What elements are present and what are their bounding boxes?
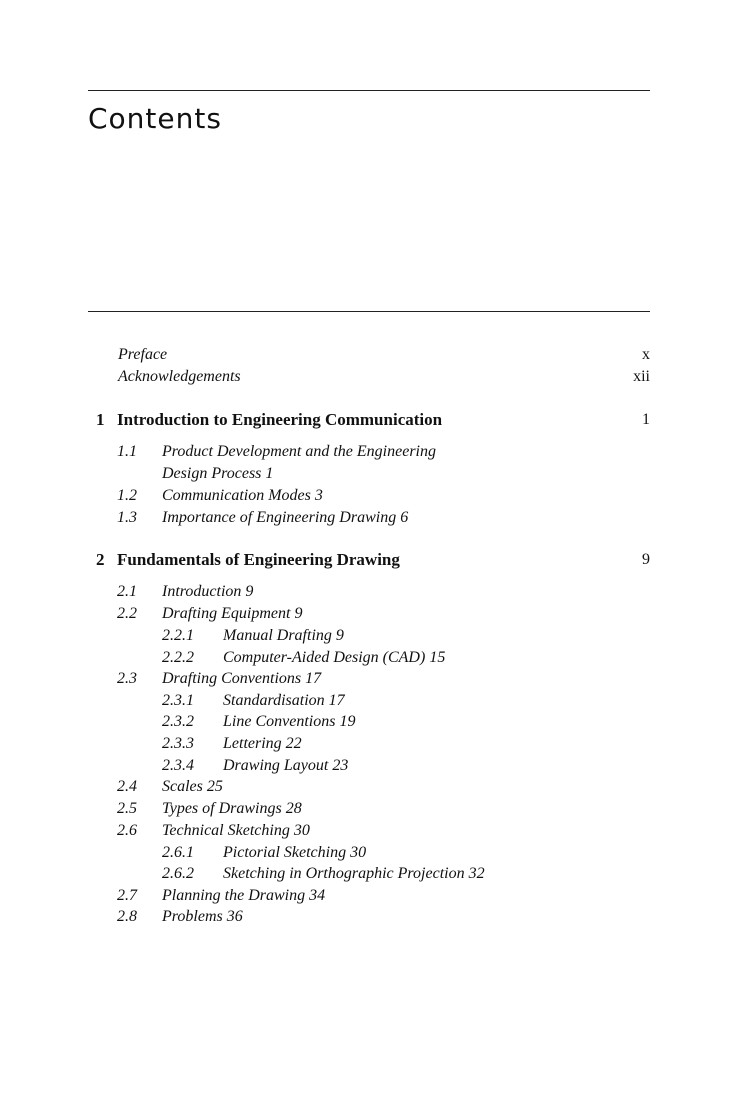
section-number: 1.3 <box>117 509 137 526</box>
toc-section[interactable]: Planning the Drawing 34 <box>162 887 326 904</box>
toc-section[interactable]: Technical Sketching 30 <box>162 822 310 839</box>
toc-section[interactable]: Problems 36 <box>162 908 243 925</box>
section-rule <box>88 311 650 312</box>
toc-section[interactable]: Types of Drawings 28 <box>162 800 302 817</box>
subsection-number: 2.2.1 <box>162 627 194 644</box>
toc-section[interactable]: Drafting Equipment 9 <box>162 605 303 622</box>
section-number: 2.6 <box>117 822 137 839</box>
subsection-number: 2.2.2 <box>162 649 194 666</box>
section-number: 1.1 <box>117 443 137 460</box>
section-number: 2.5 <box>117 800 137 817</box>
toc-page-preface: x <box>642 346 650 363</box>
toc-subsection[interactable]: Computer-Aided Design (CAD) 15 <box>223 649 446 666</box>
toc-section[interactable]: Drafting Conventions 17 <box>162 670 322 687</box>
toc-entry-preface[interactable]: Preface <box>118 346 168 363</box>
subsection-number: 2.6.1 <box>162 844 194 861</box>
toc-subsection[interactable]: Standardisation 17 <box>223 692 345 709</box>
toc-section[interactable]: Introduction 9 <box>162 583 254 600</box>
toc-chapter-1[interactable]: Introduction to Engineering Communication <box>117 410 443 429</box>
toc-page-acknowledgements: xii <box>633 368 650 385</box>
toc-chapter-2[interactable]: Fundamentals of Engineering Drawing <box>117 550 400 569</box>
toc-entry-acknowledgements[interactable]: Acknowledgements <box>118 368 241 385</box>
page-title: Contents <box>88 102 222 135</box>
subsection-number: 2.3.2 <box>162 713 194 730</box>
toc-page-chapter-2: 9 <box>642 551 650 568</box>
section-number: 1.2 <box>117 487 137 504</box>
toc-subsection[interactable]: Pictorial Sketching 30 <box>223 844 367 861</box>
toc-section-continued[interactable]: Design Process 1 <box>162 465 274 482</box>
toc-subsection[interactable]: Lettering 22 <box>223 735 302 752</box>
subsection-number: 2.3.4 <box>162 757 194 774</box>
section-number: 2.7 <box>117 887 137 904</box>
section-number: 2.8 <box>117 908 137 925</box>
toc-section[interactable]: Scales 25 <box>162 778 223 795</box>
subsection-number: 2.3.1 <box>162 692 194 709</box>
subsection-number: 2.3.3 <box>162 735 194 752</box>
toc-section[interactable]: Product Development and the Engineering <box>162 443 436 460</box>
subsection-number: 2.6.2 <box>162 865 194 882</box>
section-number: 2.3 <box>117 670 137 687</box>
toc-page-chapter-1: 1 <box>642 411 650 428</box>
section-number: 2.2 <box>117 605 137 622</box>
chapter-number: 1 <box>96 410 105 429</box>
section-number: 2.1 <box>117 583 137 600</box>
toc-section[interactable]: Importance of Engineering Drawing 6 <box>162 509 409 526</box>
toc-subsection[interactable]: Manual Drafting 9 <box>223 627 344 644</box>
toc-section[interactable]: Communication Modes 3 <box>162 487 323 504</box>
toc-subsection[interactable]: Line Conventions 19 <box>223 713 356 730</box>
top-rule <box>88 90 650 91</box>
toc-subsection[interactable]: Sketching in Orthographic Projection 32 <box>223 865 485 882</box>
toc-subsection[interactable]: Drawing Layout 23 <box>223 757 349 774</box>
chapter-number: 2 <box>96 550 105 569</box>
section-number: 2.4 <box>117 778 137 795</box>
